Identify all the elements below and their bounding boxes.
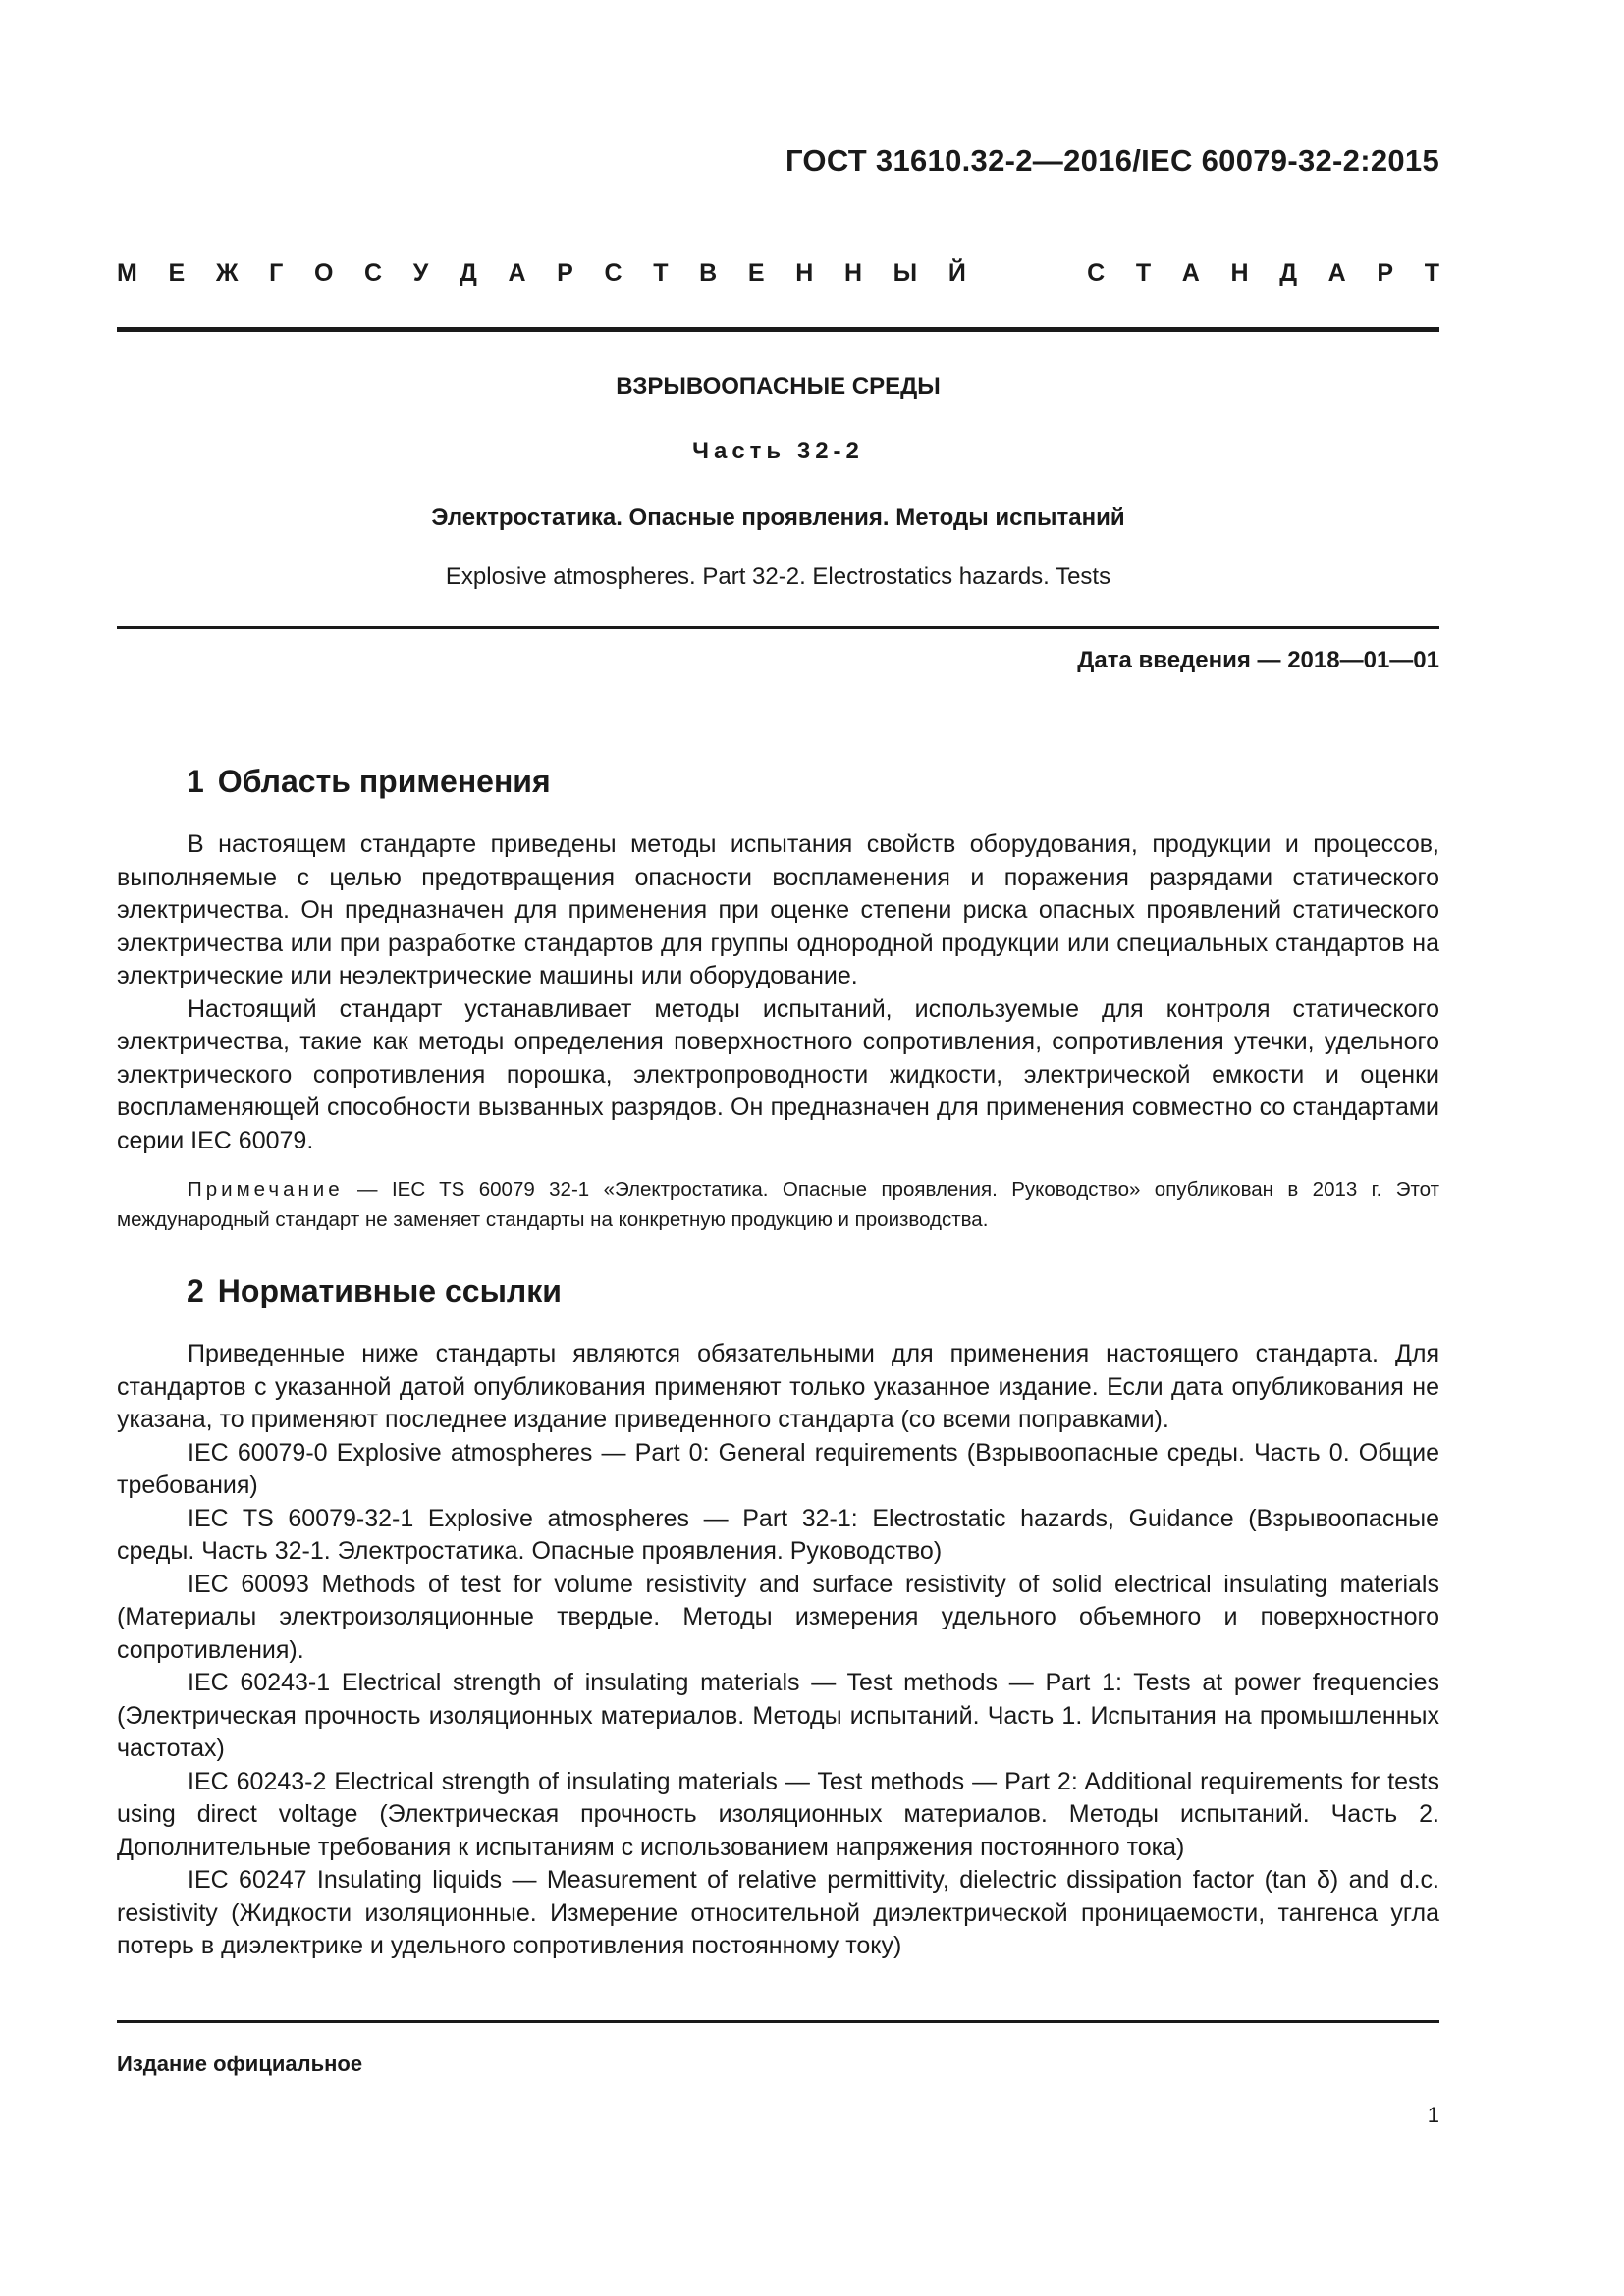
heading-letter: Т	[653, 259, 669, 287]
section-2-body	[117, 1338, 1439, 1963]
title-rule	[117, 626, 1439, 629]
header-rule	[117, 327, 1439, 332]
note-text: — IEC TS 60079 32-1 «Электростатика. Опасные проявления. Руководство» опубликован в 2013 г. Этот международный стандарт не заменяет стандарты на конкретную продукцию и производства.	[117, 1178, 1439, 1231]
section-title: Область применения	[217, 764, 551, 799]
section-1-note	[117, 1174, 1439, 1235]
reference-item: IEC 60243-1 Electrical strength of insulating materials — Test methods — Part 1: Tests at power frequencies (Электрическая прочность изоляционных материалов. Методы испытаний. Часть 1. Испытания на промышленных частотах)	[117, 1669, 1439, 1762]
section-2-heading	[187, 1273, 562, 1309]
page-number: 1	[1427, 2103, 1439, 2127]
heading-letter: Н	[843, 259, 863, 287]
section-title: Нормативные ссылки	[217, 1273, 562, 1308]
heading-letter: Н	[1230, 259, 1249, 287]
reference-item: IEC 60243-2 Electrical strength of insulating materials — Test methods — Part 2: Additional requirements for tests using direct voltage (Электрическая прочность изоляционных материалов. Методы испытаний. Часть 2. Дополнительные требования к испытаниям с использованием напряжения постоянного тока)	[117, 1767, 1439, 1861]
heading-letter: Г	[269, 259, 284, 287]
heading-letter: Р	[557, 259, 573, 287]
reference-item: IEC TS 60079-32-1 Explosive atmospheres — Part 32-1: Electrostatic hazards, Guidance (Взрывоопасные среды. Часть 32-1. Электростатика. Опасные проявления. Руководство)	[117, 1504, 1439, 1565]
section-number: 1	[187, 764, 204, 799]
heading-letter: Е	[168, 259, 186, 287]
standard-english-title: Explosive atmospheres. Part 32-2. Electrostatics hazards. Tests	[445, 563, 1111, 590]
document-id: ГОСТ 31610.32-2—2016/IEC 60079-32-2:2015	[785, 143, 1439, 178]
heading-letter: Е	[747, 259, 765, 287]
section-number: 2	[187, 1273, 204, 1308]
heading-letter: С	[604, 259, 623, 287]
footer-rule	[117, 2020, 1439, 2023]
reference-item: IEC 60247 Insulating liquids — Measurement of relative permittivity, dielectric dissipation factor (tan δ) and d.c. resistivity (Жидкости изоляционные. Измерение относительной диэлектрической проницаемости, тангенса угла потерь в диэлектрике и удельного сопротивления постоянному току)	[117, 1866, 1439, 1959]
standard-part: Часть 32-2	[692, 438, 864, 464]
reference-item: IEC 60079-0 Explosive atmospheres — Part 0: General requirements (Взрывоопасные среды. Часть 0. Общие требования)	[117, 1438, 1439, 1499]
heading-letter: В	[699, 259, 718, 287]
paragraph: В настоящем стандарте приведены методы испытания свойств оборудования, продукции и процессов, выполняемые с целью предотвращения опасности воспламенения и поражения разрядами статического электричества. Он предназначен для применения при оценке степени риска опасных проявлений статического электричества или при разработке стандартов для группы однородной продукции или специальных стандартов на электрические или неэлектрические машины или оборудование.	[117, 830, 1439, 989]
standard-subtitle: Электростатика. Опасные проявления. Методы испытаний	[431, 505, 1125, 531]
paragraph: Настоящий стандарт устанавливает методы испытаний, используемые для контроля статического электричества, такие как методы определения поверхностного сопротивления, сопротивления утечки, удельного электрического сопротивления порошка, электропроводности жидкости, электрической емкости и оценки воспламеняющей способности вызванных разрядов. Он предназначен для применения совместно со стандартами серии IEC 60079.	[117, 994, 1439, 1154]
heading-letter: С	[364, 259, 383, 287]
heading-letter: С	[1087, 259, 1106, 287]
heading-letter: У	[412, 259, 429, 287]
heading-letter: Д	[1279, 259, 1297, 287]
reference-item: IEC 60093 Methods of test for volume resistivity and surface resistivity of solid electrical insulating materials (Материалы электроизоляционные твердые. Методы измерения удельного объемного и поверхностного сопротивления).	[117, 1570, 1439, 1664]
standard-title: ВЗРЫВООПАСНЫЕ СРЕДЫ	[616, 373, 941, 400]
heading-letter: М	[117, 259, 137, 287]
heading-letter: Т	[1424, 259, 1439, 287]
heading-letter: Ы	[893, 259, 918, 287]
note-label: Примечание	[188, 1178, 344, 1201]
introduction-date: Дата введения — 2018—01—01	[1077, 647, 1439, 673]
heading-letter: А	[508, 259, 526, 287]
heading-letter: О	[313, 259, 334, 287]
word-gap	[997, 259, 1056, 288]
interstate-standard-heading	[117, 259, 1439, 288]
heading-letter: Р	[1377, 259, 1394, 287]
heading-letter: Т	[1135, 259, 1152, 287]
heading-letter: А	[1181, 259, 1200, 287]
paragraph: Приведенные ниже стандарты являются обязательными для применения настоящего стандарта. Для стандартов с указанной датой опубликования применяют только указанное издание. Если дата опубликования не указана, то применяют последнее издание приведенного стандарта (со всеми поправками).	[117, 1340, 1439, 1433]
heading-letter: Ж	[215, 259, 239, 287]
heading-letter: Д	[459, 259, 477, 287]
section-1-heading	[187, 764, 551, 800]
heading-letter: Н	[795, 259, 814, 287]
official-edition-label: Издание официальное	[117, 2052, 363, 2076]
section-1-body	[117, 828, 1439, 1157]
heading-letter: А	[1327, 259, 1346, 287]
heading-letter: Й	[947, 259, 966, 287]
